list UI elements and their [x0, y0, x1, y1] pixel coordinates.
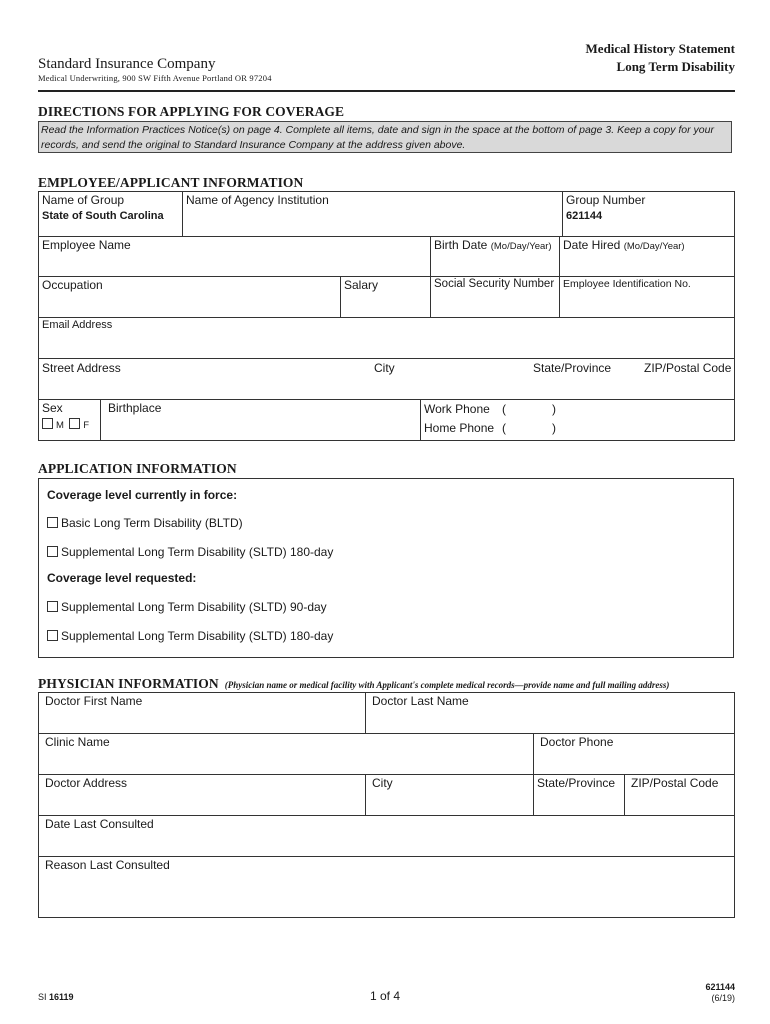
company-address: Medical Underwriting, 900 SW Fifth Avenue Portland OR 97204: [38, 73, 272, 83]
document-title-line1: Medical History Statement: [585, 41, 735, 56]
sex-f-label: F: [83, 420, 90, 431]
checkbox[interactable]: [47, 601, 58, 612]
doctor-phone-field[interactable]: [534, 734, 735, 775]
agency-institution-field[interactable]: [183, 192, 563, 237]
city-label: City: [374, 361, 395, 375]
document-title: [586, 40, 735, 76]
employee-name-label: Employee Name: [42, 238, 131, 252]
date-hired-field[interactable]: [560, 237, 735, 277]
salary-label: Salary: [344, 278, 379, 292]
form-number-value: 16119: [49, 992, 74, 1002]
doctor-state-field[interactable]: [534, 775, 625, 816]
application-info-box: [38, 478, 734, 658]
sex-field: [39, 400, 101, 441]
form-prefix: SI: [38, 992, 47, 1002]
sex-label: Sex: [42, 401, 63, 415]
employee-id-field[interactable]: [560, 277, 735, 318]
option-label: Supplemental Long Term Disability (SLTD) 180-day: [61, 545, 334, 559]
requested-option-sltd-90[interactable]: [47, 600, 327, 614]
employee-id-label: Employee Identification No.: [563, 278, 691, 290]
home-phone-label: Home Phone: [424, 421, 495, 435]
sex-m-label: M: [56, 420, 64, 431]
email-field[interactable]: [39, 318, 735, 359]
header-divider: [38, 90, 735, 92]
sex-f-checkbox[interactable]: [69, 418, 80, 429]
form-number: [38, 992, 74, 1002]
doctor-city-field[interactable]: [366, 775, 534, 816]
phone-field[interactable]: [421, 400, 735, 441]
zip-label: ZIP/Postal Code: [644, 361, 732, 375]
clinic-name-label: Clinic Name: [45, 735, 110, 749]
name-of-group-label: Name of Group: [42, 193, 125, 207]
home-phone-paren-close: ): [552, 421, 556, 435]
birth-date-field[interactable]: [431, 237, 560, 277]
checkbox[interactable]: [47, 546, 58, 557]
date-last-consulted-field[interactable]: [39, 816, 735, 857]
doctor-last-name-label: Doctor Last Name: [372, 694, 469, 708]
birth-date-hint: (Mo/Day/Year): [490, 241, 552, 252]
street-address-field[interactable]: [39, 359, 735, 400]
doctor-state-label: State/Province: [537, 776, 616, 790]
date-hired-hint: (Mo/Day/Year): [623, 241, 685, 252]
clinic-name-field[interactable]: [39, 734, 534, 775]
reason-last-consulted-label: Reason Last Consulted: [45, 858, 170, 872]
physician-section-title: PHYSICIAN INFORMATION: [38, 676, 219, 691]
birthplace-label: Birthplace: [108, 401, 162, 415]
occupation-field[interactable]: [39, 277, 341, 318]
checkbox[interactable]: [47, 517, 58, 528]
name-of-group-field[interactable]: [39, 192, 183, 237]
doctor-zip-field[interactable]: [625, 775, 735, 816]
ssn-field[interactable]: [431, 277, 560, 318]
company-name: Standard Insurance Company: [38, 56, 216, 72]
doctor-last-name-field[interactable]: [366, 693, 735, 734]
date-last-consulted-label: Date Last Consulted: [45, 817, 154, 831]
street-address-label: Street Address: [42, 361, 121, 375]
ssn-label: Social Security Number: [434, 278, 555, 290]
physician-section-title-row: [38, 675, 669, 693]
employee-info-grid: [38, 191, 735, 441]
current-option-sltd-180[interactable]: [47, 545, 333, 559]
email-label: Email Address: [42, 319, 113, 331]
work-phone-paren-close: ): [552, 402, 556, 416]
doctor-phone-label: Doctor Phone: [540, 735, 614, 749]
birthplace-field[interactable]: [101, 400, 421, 441]
option-label: Basic Long Term Disability (BLTD): [61, 516, 243, 530]
form-revision: (6/19): [711, 993, 735, 1003]
application-section-title: APPLICATION INFORMATION: [38, 461, 237, 476]
birth-date-label: Birth Date: [434, 238, 488, 252]
form-code: [705, 982, 735, 1004]
home-phone-paren-open: (: [502, 421, 506, 435]
doctor-first-name-label: Doctor First Name: [45, 694, 143, 708]
physician-section-note: (Physician name or medical facility with Applicant's complete medical records—provide name and full mailing address): [224, 680, 670, 690]
document-title-line2: Long Term Disability: [616, 59, 735, 74]
name-of-group-value: State of South Carolina: [42, 210, 164, 222]
option-label: Supplemental Long Term Disability (SLTD) 90-day: [61, 600, 327, 614]
current-coverage-label: Coverage level currently in force:: [47, 488, 238, 502]
doctor-first-name-field[interactable]: [39, 693, 366, 734]
page-number: 1 of 4: [370, 989, 401, 1003]
reason-last-consulted-field[interactable]: [39, 857, 735, 918]
doctor-city-label: City: [372, 776, 393, 790]
group-number-field[interactable]: [563, 192, 735, 237]
requested-coverage-label: Coverage level requested:: [47, 571, 197, 585]
doctor-address-field[interactable]: [39, 775, 366, 816]
state-label: State/Province: [533, 361, 612, 375]
current-option-bltd[interactable]: [47, 516, 243, 530]
work-phone-label: Work Phone: [424, 402, 490, 416]
doctor-zip-label: ZIP/Postal Code: [631, 776, 719, 790]
occupation-label: Occupation: [42, 278, 103, 292]
physician-info-grid: [38, 692, 735, 918]
group-number-label: Group Number: [566, 193, 646, 207]
group-number-value: 621144: [566, 210, 603, 222]
directions-title: DIRECTIONS FOR APPLYING FOR COVERAGE: [38, 104, 345, 119]
option-label: Supplemental Long Term Disability (SLTD) 180-day: [61, 629, 334, 643]
employee-section-title: EMPLOYEE/APPLICANT INFORMATION: [38, 175, 304, 190]
salary-field[interactable]: [341, 277, 431, 318]
work-phone-paren-open: (: [502, 402, 506, 416]
doctor-address-label: Doctor Address: [45, 776, 128, 790]
form-code-value: 621144: [705, 982, 735, 992]
employee-name-field[interactable]: [39, 237, 431, 277]
sex-m-checkbox[interactable]: [42, 418, 53, 429]
requested-option-sltd-180[interactable]: [47, 629, 333, 643]
date-hired-label: Date Hired: [563, 238, 621, 252]
checkbox[interactable]: [47, 630, 58, 641]
agency-institution-label: Name of Agency Institution: [186, 193, 329, 207]
directions-text: Read the Information Practices Notice(s) on page 4. Complete all items, date and sign in the space at the bottom of page 3. Keep a copy for your records, and send the original to Standard Insurance Company at the address given above.: [38, 121, 732, 153]
